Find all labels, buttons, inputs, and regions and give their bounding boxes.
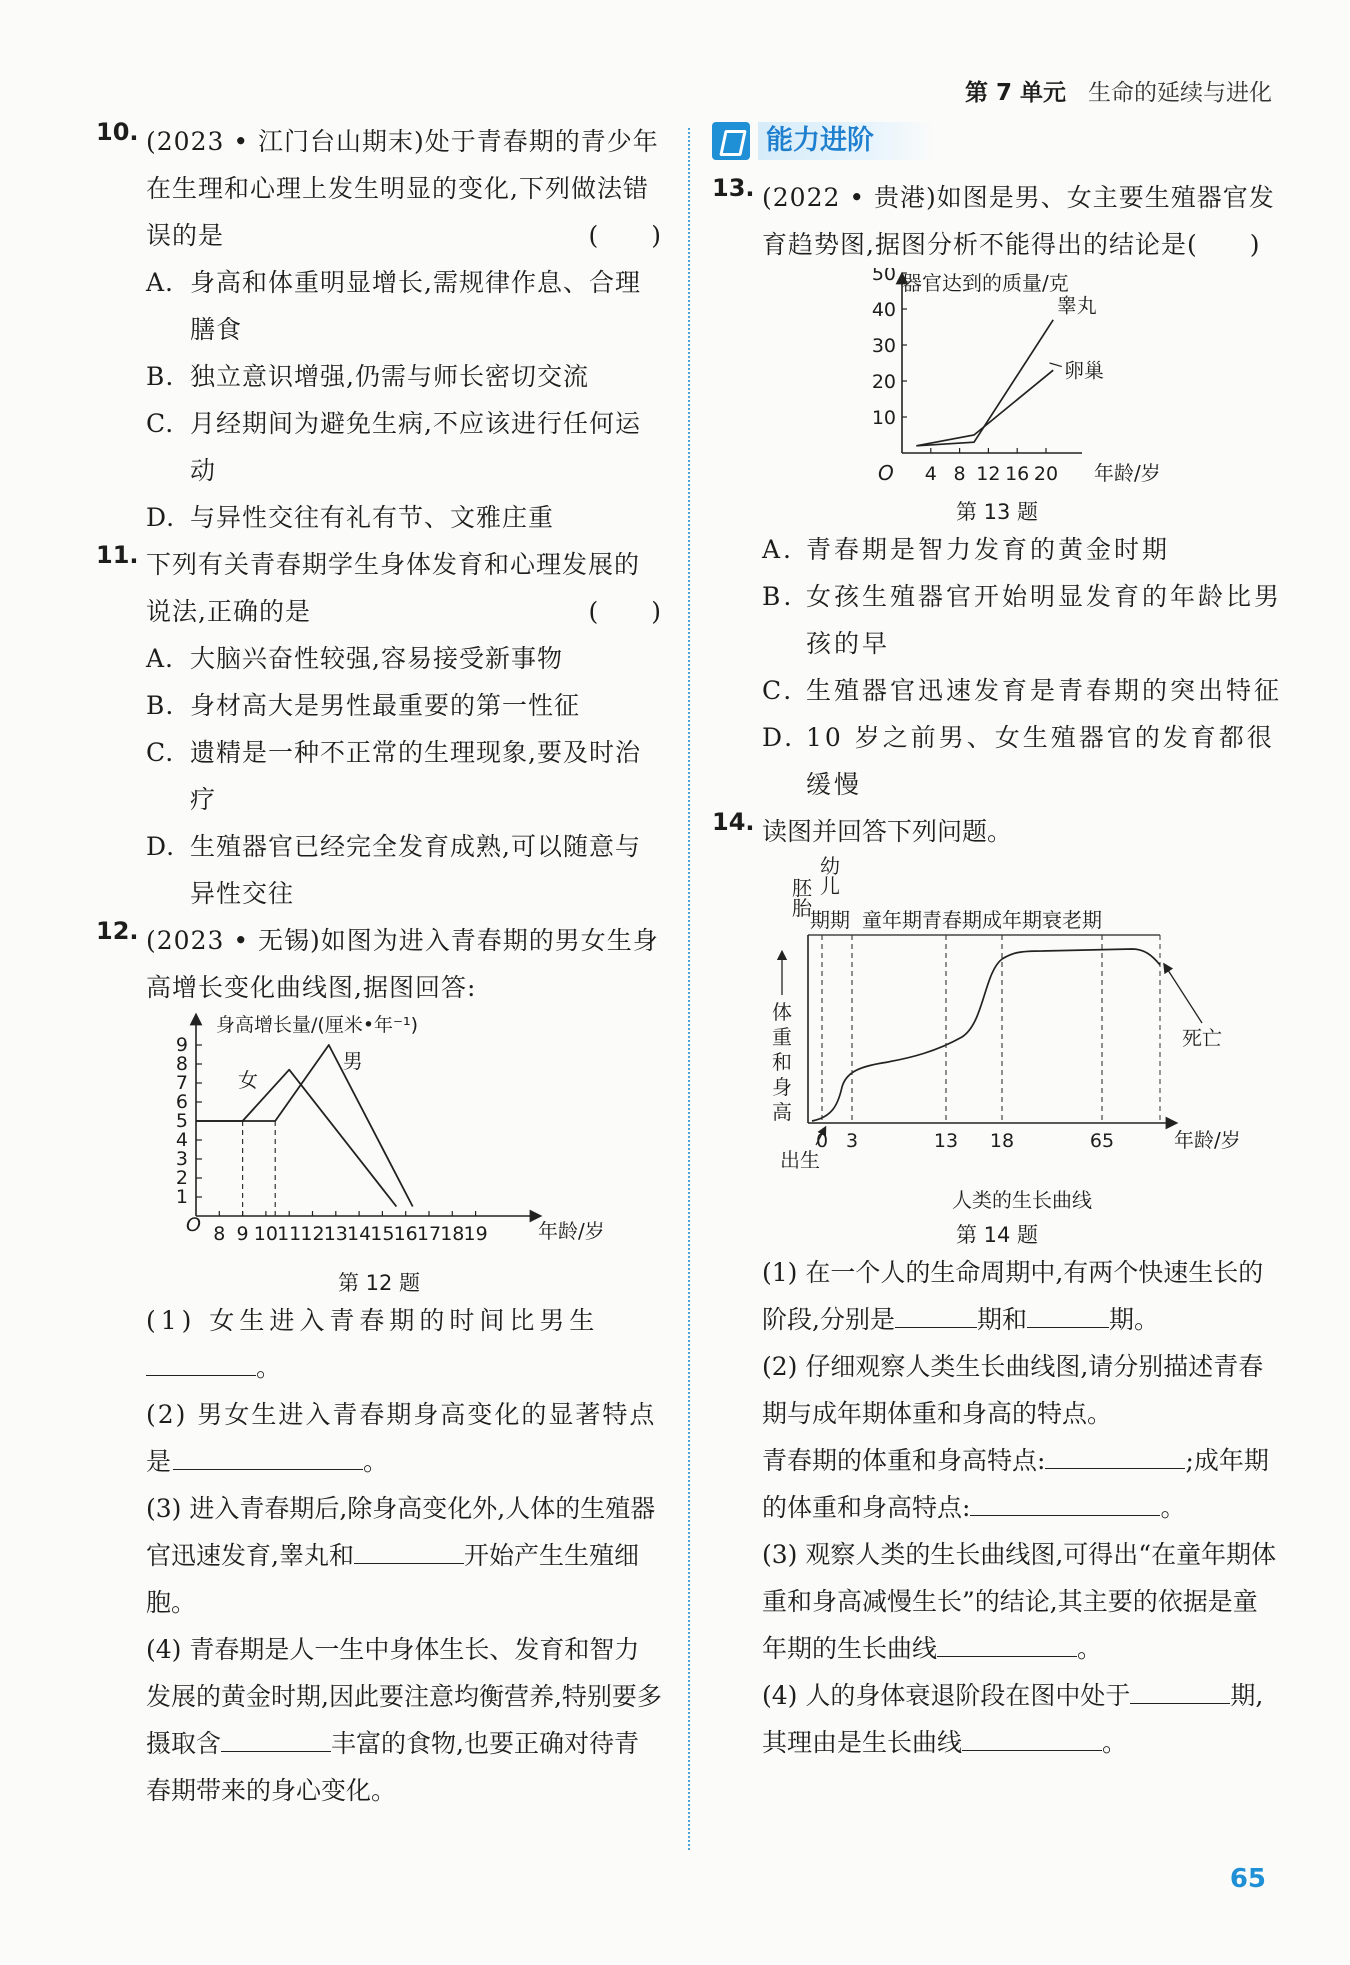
y-tick-label: 3 [175,1148,188,1170]
x-axis-label: 年龄/岁 [538,1219,605,1243]
answer-blank[interactable] [937,1628,1077,1657]
x-tick-label: 8 [213,1223,226,1245]
y-tick-label: 4 [175,1129,188,1151]
answer-paren: ( ) [588,221,662,250]
series-label-testis: 睾丸 [1056,293,1097,318]
y-tick-label: 9 [175,1034,188,1056]
section-title: 能力进阶 [758,122,934,160]
series-label-boy: 男 [342,1048,363,1073]
y-tick-label: 50 [871,268,896,285]
column-divider [688,128,690,1850]
y-axis-label-char: 体 [772,1000,792,1024]
origin-label: O [878,461,894,485]
origin-label: O [186,1214,201,1236]
stage-label: 胚 [792,876,812,900]
stage-suffix: 期期 [810,908,850,932]
y-axis-label-char: 和 [772,1050,792,1074]
option-13a: A. 青春期是智力发育的黄金时期 [762,535,1171,564]
x-axis-label: 年龄/岁 [1174,1128,1241,1152]
question-stem: (2023 • 江门台山期末)处于青春期的青少年在生理和心理上发生明显的变化,下列做法错误的是 [146,127,659,250]
stage-label: 儿 [820,874,840,898]
x-tick-label: 18 [989,1130,1015,1152]
q12-sub3: (3) 进入青春期后,除身高变化外,人体的生殖器官迅速发育,睾丸和 开始产生生殖细胞。 [146,1494,656,1617]
y-axis-label: 器官达到的质量/克 [902,271,1069,295]
x-tick-label: 8 [953,463,966,485]
answer-blank[interactable] [146,1347,256,1376]
x-axis-label: 年龄/岁 [1094,461,1161,485]
q14-sub3: (3) 观察人类的生长曲线图,可得出“在童年期体重和身高减慢生长”的结论,其主要的依据是童年期的生长曲线 。 [762,1540,1277,1663]
unit-title: 生命的延续与进化 [1088,80,1272,106]
x-tick-label: 65 [1089,1130,1115,1152]
answer-blank[interactable] [1130,1675,1230,1704]
reproductive-organ-chart [712,268,1282,498]
y-tick-label: 1 [175,1186,188,1208]
x-tick-label: 11 [277,1223,302,1245]
growth-curve [812,949,1160,1121]
answer-paren: ( ) [588,597,662,626]
q12-sub2: (2) 男女生进入青春期身高变化的显著特点是 。 [146,1400,657,1476]
option-13b: B. 女孩生殖器官开始明显发育的年龄比男孩的早 [762,582,1283,658]
question-number: 14. [712,808,755,836]
right-column [712,118,1282,1766]
question-number: 13. [712,174,755,202]
y-axis-label: 身高增长量/(厘米•年⁻¹) [216,1014,419,1036]
unit-label: 第 7 单元 [964,80,1066,106]
x-tick-label: 20 [1033,463,1059,485]
answer-blank[interactable] [354,1535,464,1564]
label-leader [1050,363,1062,367]
question-stem: (2023 • 无锡)如图为进入青春期的男女生身高增长变化曲线图,据图回答: [146,926,659,1002]
y-tick-label: 8 [175,1053,188,1075]
option-11c: C. 遗精是一种不正常的生理现象,要及时治疗 [146,738,641,814]
x-tick-label: 17 [416,1223,442,1245]
answer-blank[interactable] [1045,1440,1185,1469]
question-number: 12. [96,917,139,945]
y-tick-label: 2 [175,1167,188,1189]
series-label-girl: 女 [237,1067,258,1092]
question-14 [712,808,1282,855]
answer-blank[interactable] [970,1487,1160,1516]
option-13d: D. 10 岁之前男、女生殖器官的发育都很缓慢 [762,723,1275,799]
y-tick-label: 6 [175,1091,188,1113]
question-number: 11. [96,541,139,569]
series-line-boy [196,1045,413,1207]
x-tick-label: 16 [393,1223,418,1245]
y-axis-label-char: 重 [772,1025,792,1049]
x-tick-label: 4 [924,463,937,485]
question-stem: (2022 • 贵港)如图是男、女主要生殖器官发育趋势图,据图分析不能得出的结论是( ) [762,183,1275,259]
option-10c: C. 月经期间为避免生病,不应该进行任何运动 [146,409,641,485]
x-tick-label: 10 [253,1223,278,1245]
q12-sub1: (1) 女生进入青春期的时间比男生 。 [146,1306,600,1382]
answer-blank[interactable] [221,1723,331,1752]
x-tick-label: 9 [236,1223,249,1245]
page-number: 65 [1229,1864,1266,1894]
x-tick-label: 13 [323,1223,348,1245]
x-tick-label: 16 [1005,463,1030,485]
death-pointer [1166,967,1202,1023]
left-column [96,118,662,1814]
birth-label: 出生 [780,1148,820,1172]
question-stem: 读图并回答下列问题。 [762,817,1013,846]
x-tick-label: 0 [815,1130,829,1152]
height-growth-chart [96,1011,662,1271]
option-11d: D. 生殖器官已经完全发育成熟,可以随意与异性交往 [146,832,641,908]
x-tick-label: 15 [370,1223,395,1245]
series-label-ovary: 卵巢 [1064,358,1104,383]
pencil-icon [712,122,750,160]
question-11 [96,541,662,635]
answer-blank[interactable] [1027,1299,1109,1328]
y-tick-label: 30 [871,335,896,357]
q14-sub1: (1) 在一个人的生命周期中,有两个快速生长的阶段,分别是 期和 期。 [762,1258,1264,1334]
q12-sub4: (4) 青春期是人一生中身体生长、发育和智力发展的黄金时期,因此要注意均衡营养,特别要多摄取含 丰富的食物,也要正确对待青春期带来的身心变化。 [146,1635,662,1805]
x-tick-label: 13 [933,1130,959,1152]
x-tick-label: 12 [976,463,1001,485]
y-axis-label-char: 高 [772,1100,792,1124]
series-line-ovary [916,370,1053,446]
option-10d: D. 与异性交往有礼有节、文雅庄重 [146,503,555,532]
question-number: 10. [96,118,139,146]
x-tick-label: 18 [440,1223,465,1245]
figure-caption-13: 第 13 题 [955,500,1039,524]
y-tick-label: 40 [871,299,896,321]
x-tick-label: 14 [347,1223,372,1245]
option-13c: C. 生殖器官迅速发育是青春期的突出特征 [762,676,1283,705]
q14-sub4: (4) 人的身体衰退阶段在图中处于 期,其理由是生长曲线 。 [712,1672,1282,1766]
y-axis-label-char: 身 [772,1075,792,1099]
question-12 [96,917,662,1011]
section-banner [712,118,1282,168]
death-label: 死亡 [1182,1026,1222,1050]
human-growth-chart [712,855,1282,1225]
answer-blank[interactable] [173,1441,363,1470]
page-header [965,74,1272,107]
x-tick-label: 3 [845,1130,859,1152]
y-tick-label: 5 [175,1110,188,1132]
x-tick-label: 19 [463,1223,488,1245]
option-10a: A. 身高和体重明显增长,需规律作息、合理膳食 [146,268,641,344]
figure-caption-14: 第 14 题 [955,1223,1039,1247]
option-11a: A. 大脑兴奋性较强,容易接受新事物 [146,644,563,673]
stage-label: 胎 [792,896,812,920]
question-stem: 下列有关青春期学生身体发育和心理发展的说法,正确的是 [146,550,641,626]
y-tick-label: 10 [871,407,896,429]
question-10 [96,118,662,259]
stage-labels-row: 童年期青春期成年期衰老期 [862,908,1102,932]
y-tick-label: 7 [175,1072,188,1094]
y-tick-label: 20 [871,371,896,393]
q14-sub2: (2) 仔细观察人类生长曲线图,请分别描述青春期与成年期体重和身高的特点。 青春期的体重和身高特点: ;成年期的体重和身高特点: 。 [762,1352,1269,1522]
chart-title: 人类的生长曲线 [952,1188,1092,1212]
stage-label: 幼 [820,855,840,878]
question-13 [712,174,1282,268]
option-11b: B. 身材高大是男性最重要的第一性征 [146,691,581,720]
answer-blank[interactable] [895,1299,977,1328]
answer-blank[interactable] [962,1722,1102,1751]
x-tick-label: 12 [300,1223,325,1245]
figure-caption-12: 第 12 题 [337,1271,421,1295]
option-10b: B. 独立意识增强,仍需与师长密切交流 [146,362,589,391]
